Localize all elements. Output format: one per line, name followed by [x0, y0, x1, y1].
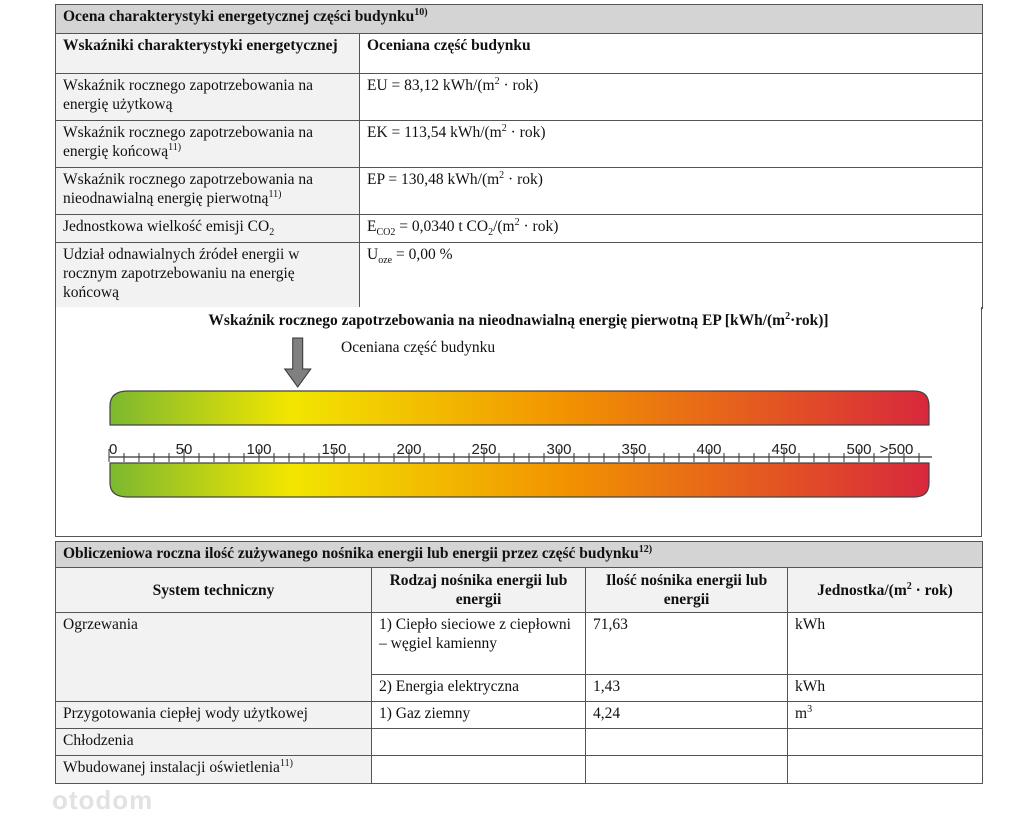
amount-cell: 1,43 — [586, 675, 788, 702]
scale-tick-label: 200 — [396, 441, 422, 458]
indicator-label: Wskaźnik rocznego zapotrzebowania na nieodnawialną energię pierwotną$^{11)}$ — [56, 168, 360, 215]
section2-title: Obliczeniowa roczna ilość zużywanego nośnika energii lub energii przez część budynku$^{12)}$ — [56, 542, 983, 568]
table-row — [56, 168, 983, 215]
indicator-label: Jednostkowa wielkość emisji $CO_2$ — [56, 215, 360, 243]
carrier-column-header: Rodzaj nośnika energii lub energii — [372, 568, 586, 613]
upper-gradient-band — [110, 391, 929, 425]
indicator-label: Udział odnawialnych źródeł energii w rocznym zapotrzebowaniu na energię końcową — [56, 243, 360, 309]
arrow-label: Oceniana część budynku — [341, 339, 496, 356]
ep-scale-graphic — [56, 307, 981, 536]
scale-tick-label: 400 — [696, 441, 722, 458]
table-row — [56, 756, 983, 784]
ep-scale-panel — [55, 307, 982, 537]
unit-column-header: Jednostka/$(m^2 \cdot rok)$ — [788, 568, 983, 613]
scale-tick-label: 250 — [471, 441, 497, 458]
table-row — [56, 613, 983, 675]
scale-tick-label: 100 — [246, 441, 272, 458]
scale-tick-label: 150 — [321, 441, 347, 458]
system-column-header: System techniczny — [56, 568, 372, 613]
carrier-cell: 2) Energia elektryczna — [372, 675, 586, 702]
energy-carrier-table — [55, 541, 983, 784]
system-cell: Ogrzewania — [56, 613, 372, 702]
system-cell: Wbudowanej instalacji oświetlenia$^{11)}$ — [56, 756, 372, 784]
scale-tick-label: 500 — [846, 441, 872, 458]
table-row — [56, 121, 983, 168]
scale-tick-label: >500 — [879, 441, 914, 458]
lower-gradient-band — [110, 463, 929, 497]
table-row — [56, 729, 983, 756]
system-cell: Przygotowania ciepłej wody użytkowej — [56, 702, 372, 729]
energy-performance-table — [55, 4, 983, 309]
unit-cell: kWh — [788, 675, 983, 702]
amount-cell — [586, 756, 788, 784]
system-cell: Chłodzenia — [56, 729, 372, 756]
section1-title: Ocena charakterystyki energetycznej części budynku$^{10)}$ — [56, 5, 983, 34]
scale-tick-label: 300 — [546, 441, 572, 458]
assessed-part-column-header: Oceniana część budynku — [360, 34, 983, 74]
scale-title: Wskaźnik rocznego zapotrzebowania na nieodnawialną energię pierwotną EP $[kWh/(m^2\cdot rok)]$ — [208, 310, 829, 329]
carrier-cell — [372, 756, 586, 784]
amount-cell: 4,24 — [586, 702, 788, 729]
down-arrow-icon — [285, 338, 311, 387]
carrier-cell: 1) Ciepło sieciowe z ciepłowni – węgiel kamienny — [372, 613, 586, 675]
amount-cell — [586, 729, 788, 756]
table-row — [56, 74, 983, 121]
indicator-value: $E_{CO2} = 0,0340$ t $CO_2/(m^2 \cdot rok)$ — [360, 215, 983, 243]
scale-tick-label: 50 — [175, 441, 193, 458]
indicator-label: Wskaźnik rocznego zapotrzebowania na energię końcową$^{11)}$ — [56, 121, 360, 168]
indicator-value: EK = 113,54 kWh/$(m^2 \cdot rok)$ — [360, 121, 983, 168]
indicator-label: Wskaźnik rocznego zapotrzebowania na energię użytkową — [56, 74, 360, 121]
watermark: otodom — [52, 785, 154, 815]
unit-cell — [788, 756, 983, 784]
indicator-value: EU = 83,12 kWh/$(m^2 \cdot rok)$ — [360, 74, 983, 121]
carrier-cell: 1) Gaz ziemny — [372, 702, 586, 729]
table-row — [56, 702, 983, 729]
table-row — [56, 215, 983, 243]
scale-tick-label: 0 — [109, 441, 118, 458]
unit-cell — [788, 729, 983, 756]
table-row — [56, 243, 983, 309]
unit-cell: kWh — [788, 613, 983, 675]
scale-tick-label: 350 — [621, 441, 647, 458]
scale-tick-label: 450 — [771, 441, 797, 458]
amount-column-header: Ilość nośnika energii lub energii — [586, 568, 788, 613]
amount-cell: 71,63 — [586, 613, 788, 675]
carrier-cell — [372, 729, 586, 756]
indicator-value: EP = 130,48 kWh/$(m^2 \cdot rok)$ — [360, 168, 983, 215]
indicator-value: $U_{oze} = 0,00$ % — [360, 243, 983, 309]
unit-cell: $m^3$ — [788, 702, 983, 729]
indicators-column-header: Wskaźniki charakterystyki energetycznej — [56, 34, 360, 74]
